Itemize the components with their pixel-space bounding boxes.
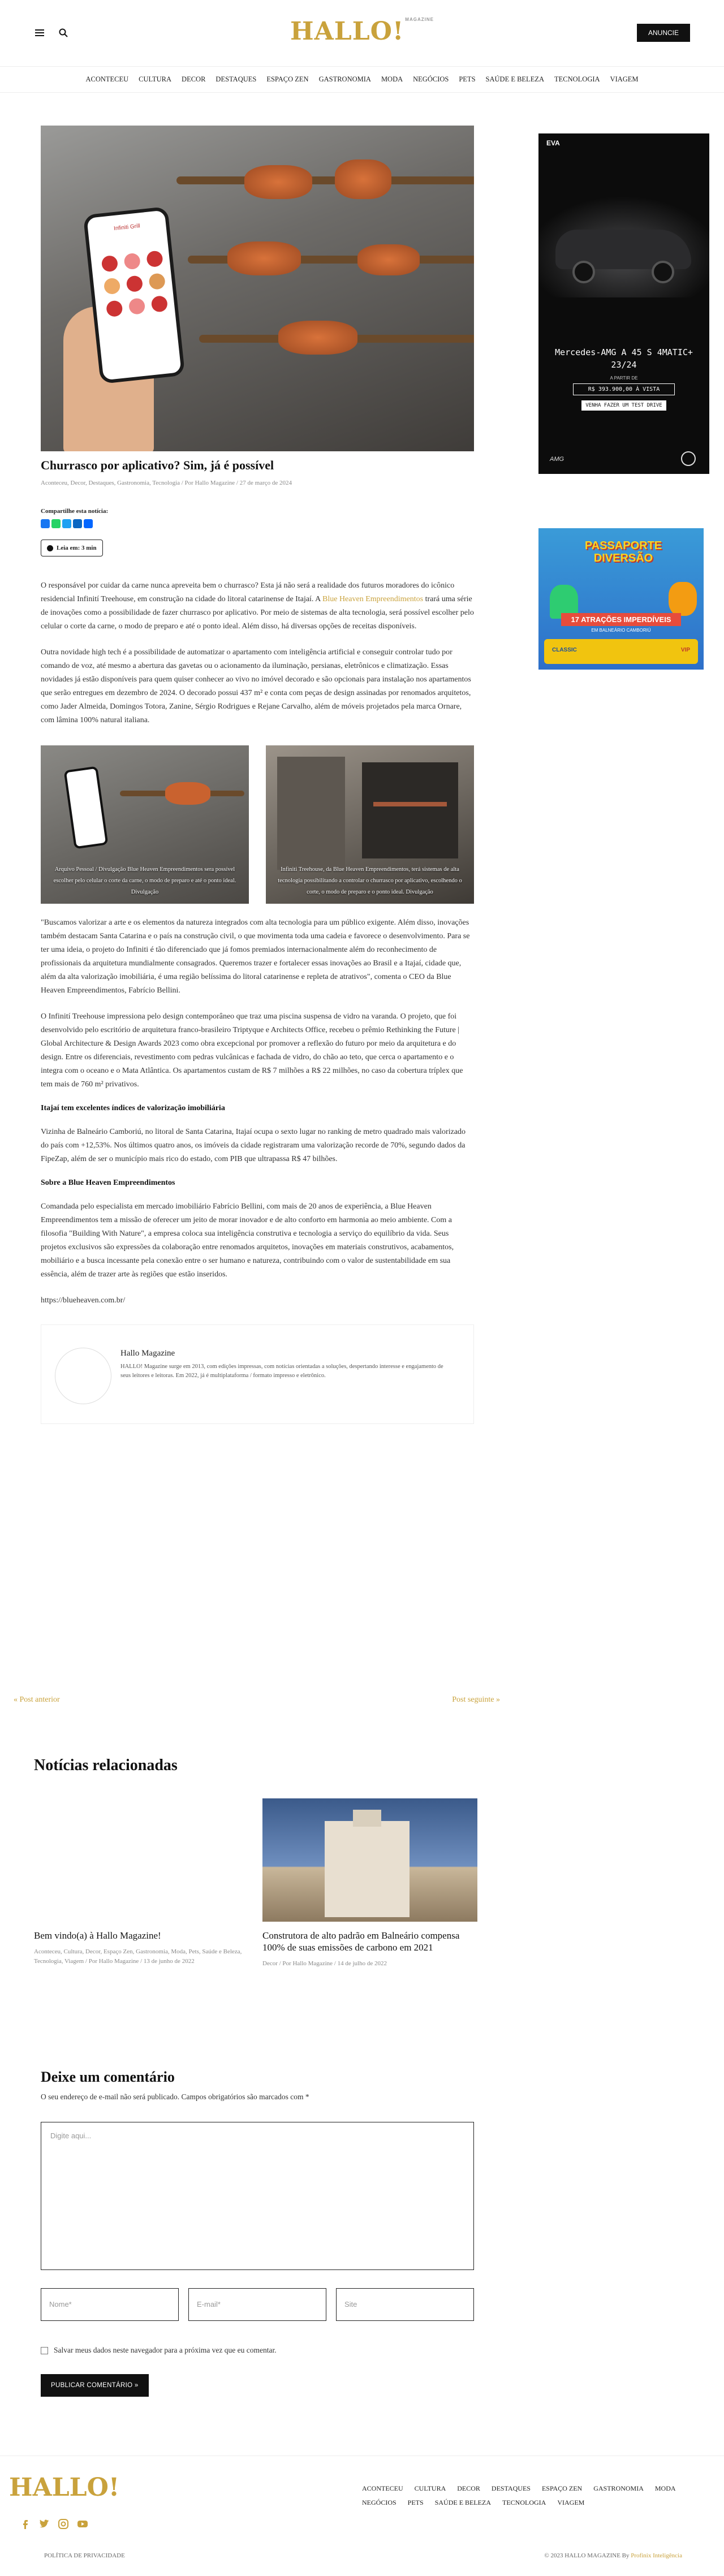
oven-glass (362, 762, 458, 858)
save-data-checkbox[interactable] (41, 2347, 48, 2354)
ticket-strip (544, 639, 698, 664)
linkedin-icon[interactable] (73, 519, 82, 528)
park-advertisement[interactable] (538, 528, 704, 670)
nav-item-espaco-zen[interactable]: ESPAÇO ZEN (266, 75, 309, 83)
hamburger-menu-icon[interactable] (34, 27, 45, 38)
comment-heading: Deixe um comentário (41, 2069, 175, 2085)
share-plus-icon[interactable] (84, 519, 93, 528)
save-data-label: Salvar meus dados neste navegador para a próxima vez que eu comentar. (54, 2346, 277, 2354)
author-name[interactable]: Hallo Magazine (120, 1349, 175, 1358)
park-banner: 17 ATRAÇÕES IMPERDÍVEIS (561, 613, 681, 626)
website-field[interactable]: Site (336, 2288, 474, 2321)
gallery-image-1[interactable] (41, 745, 249, 904)
article-title: Churrasco por aplicativo? Sim, já é possível (41, 458, 274, 472)
skewer (176, 176, 474, 184)
external-link[interactable]: https://blueheaven.com.br/ (41, 1296, 126, 1305)
clock-icon (47, 545, 53, 551)
related-meta: Aconteceu, Cultura, Decor, Espaço Zen, Gastronomia, Moda, Pets, Saúde e Beleza, Tecnologia, Viagem / Por Hallo Magazine / 13 de junho de 2022 (34, 1948, 242, 1965)
meat (335, 159, 391, 199)
footer-bottom (0, 2552, 724, 2559)
nav-item-negocios[interactable]: NEGÓCIOS (413, 75, 449, 83)
article-body (41, 579, 474, 1308)
email-field[interactable]: E-mail* (188, 2288, 326, 2321)
footer-social (19, 2518, 88, 2530)
footer-nav-item[interactable]: DECOR (457, 2484, 480, 2492)
nav-item-viagem[interactable]: VIAGEM (610, 75, 639, 83)
section-heading: Itajaí tem excelentes índices de valorização imobiliária (41, 1104, 225, 1112)
facebook-icon[interactable] (41, 519, 50, 528)
meat (278, 321, 357, 355)
footer-logo[interactable]: HALLO! (9, 2473, 120, 2502)
car-price: R$ 393.900,00 À VISTA (573, 383, 675, 395)
related-title[interactable]: Construtora de alto padrão em Balneário compensa 100% de suas emissões de carbono em 2021 (262, 1930, 460, 1953)
related-heading: Notícias relacionadas (34, 1757, 178, 1774)
article (41, 126, 474, 1424)
submit-comment-button[interactable]: PUBLICAR COMENTÁRIO » (41, 2374, 149, 2397)
amg-logo: AMG (550, 456, 564, 463)
previous-post-link[interactable]: « Post anterior (14, 1695, 60, 1704)
phone-mockup (83, 206, 186, 384)
name-field[interactable]: Nome* (41, 2288, 179, 2321)
image-gallery (41, 745, 474, 904)
paragraph: Comandada pelo especialista em mercado imobiliário Fabrício Bellini, com mais de 20 anos de experiência, a Blue Heaven Empreendimentos tem a missão de oferecer um jeito de morar inovador e de alto conforto em harmonia ao meio ambiente. Com a filosofia "Building With Nature", a empresa coloca sua inteligência construtiva e tecnologia a serviço do equilíbrio da vida. Seus projetos exclusivos são expressões da colaboração entre renomados arquitetos, inovações em materiais construtivos, acabamentos, mobiliário e a busca incessante pela conexão entre o ser humano e natureza, contribuindo com o valor de sustentabilidade em sua essência, além de trazer arte às regiões que estão inseridos. (41, 1202, 454, 1279)
site-logo[interactable]: HALLO! $^{MAGAZINE}$ (290, 17, 434, 46)
paragraph: Outra novidade high tech é a possibilidade de automatizar o apartamento com inteligência artificial e conseguir controlar tudo por comando de voz, até mesmo a abertura das gavetas ou o acionamento da iluminação, persianas, eletrônicos e climatização. Essas novidades já estão disponíveis para quem quiser conhecer ao vivo no imóvel decorado e são opcionais para instalação nos apartamentos que serão entregues em dezembro de 2024. O decorado possui 437 m² e conta com peças de design assinadas por renomados arquitetos, como Jader Almeida, Domingos Totora, Zanine, Sérgio Rodrigues e Rejane Carvalho, além de móveis projetados pela marca Ornare, com lâmina 100% natural italiana. (41, 648, 471, 724)
footer-nav-item[interactable]: ESPAÇO ZEN (541, 2484, 583, 2492)
building-image (325, 1821, 410, 1917)
related-image-placeholder (34, 1798, 249, 1922)
section-heading: Sobre a Blue Heaven Empreendimentos (41, 1179, 175, 1187)
ticket-vip: VIP (680, 647, 690, 653)
search-icon[interactable] (58, 27, 69, 38)
meat (165, 782, 210, 805)
blue-heaven-link[interactable]: Blue Heaven Empreendimentos (322, 595, 424, 603)
ticket-classic: CLASSIC (552, 647, 577, 653)
footer-nav-item[interactable]: DESTAQUES (491, 2484, 531, 2492)
footer-nav-item[interactable]: PETS (407, 2499, 424, 2506)
mercedes-star-icon (681, 451, 696, 466)
meat (357, 244, 420, 275)
gallery-caption: Arquivo Pessoal / Divulgação Blue Heaven Empreendimentos sera possível escolher pelo celular o corte da carne, o modo de preparo e até o ponto ideal. Divulgação (53, 866, 236, 895)
share-label: Compartilhe esta notícia: (41, 508, 109, 515)
gallery-image-2[interactable] (266, 745, 474, 904)
phone-app-title: Infiniti Grill (113, 223, 141, 232)
nav-item-pets[interactable]: PETS (459, 75, 476, 83)
author-avatar (55, 1348, 111, 1404)
site-footer (0, 2456, 724, 2576)
related-meta: Decor / Por Hallo Magazine / 14 de julho de 2022 (262, 1960, 387, 1967)
footer-nav-item[interactable]: NEGÓCIOS (362, 2499, 397, 2506)
article-meta: Aconteceu, Decor, Destaques, Gastronomia, Tecnologia / Por Hallo Magazine / 27 de março de 2024 (41, 480, 292, 486)
nav-item-cultura[interactable]: CULTURA (139, 75, 172, 83)
paragraph: Vizinha de Balneário Camboriú, no litoral de Santa Catarina, Itajaí ocupa o sexto lugar no ranking de metro quadrado mais valorizado do país com +12,53%. Nos últimos quatro anos, os imóveis da cidade registraram uma valorização recorde de 70%, segundo dados da FipeZap, além de ser o município mais rico do estado, com PIB que ultrapassa R$ 47 bilhões. (41, 1128, 466, 1163)
nav-item-decor[interactable]: DECOR (182, 75, 206, 83)
footer-nav-item[interactable]: CULTURA (414, 2484, 446, 2492)
twitter-icon[interactable] (38, 2518, 50, 2530)
paragraph: O responsável por cuidar da carne nunca apreveita bem o churrasco? Esta já não será a realidade dos futuros moradores do icônico residencial Infinití Treehouse, em construção na cidade do litoral catarinense de Itajaí. A Blue Heaven Empreendimentos trará uma série de inovações como a possibilidade de fazer churrasco por aplicativo. Por meio de sistemas de alta tecnologia, será possível escolher pelo celular o corte da carne, o modo de preparo e até o ponto ideal. Além disso, há diversas opções de receitas disponíveis. (41, 581, 474, 631)
gallery-caption: Infiniti Treehouse, da Blue Heaven Empreendimentos, terá sistemas de alta tecnologia possibilitando a controlar o churrasco por aplicativo, escolhendo o corte, o modo de preparo e o ponto ideal. Divulgação (278, 866, 462, 895)
mascot (669, 582, 697, 616)
skewer (373, 802, 447, 806)
footer-nav-item[interactable]: GASTRONOMIA (593, 2484, 644, 2492)
related-item[interactable] (262, 1798, 477, 1969)
post-navigation (14, 1695, 500, 1705)
article-url (41, 1294, 474, 1308)
footer-nav-item[interactable]: SAÚDE E BELEZA (434, 2499, 492, 2506)
car-wheel (572, 261, 595, 283)
hero-image (41, 126, 474, 451)
footer-nav-item[interactable]: MODA (654, 2484, 676, 2492)
privacy-policy-link[interactable]: POLÍTICA DE PRIVACIDADE (44, 2552, 125, 2559)
comment-textarea[interactable]: Digite aqui... (41, 2122, 474, 2270)
phone-mockup (64, 766, 109, 849)
youtube-icon[interactable] (77, 2518, 88, 2530)
related-item[interactable] (34, 1798, 249, 1966)
footer-nav (362, 2484, 696, 2507)
sidebar (538, 133, 709, 670)
instagram-icon[interactable] (58, 2518, 69, 2530)
nav-item-gastronomia[interactable]: GASTRONOMIA (318, 75, 371, 83)
nav-item-aconteceu[interactable]: ACONTECEU (85, 75, 129, 83)
facebook-icon[interactable] (19, 2518, 31, 2530)
share-buttons (41, 519, 474, 528)
author-bio: HALLO! Magazine surge em 2013, com edições impressas, com notícias orientadas a soluções, despertando interesse e engajamento de seus leitores e leitoras. Em 2022, já é multiplataforma / formato impresso e eletrônico. (120, 1363, 443, 1379)
related-image[interactable] (262, 1798, 477, 1922)
footer-nav-item[interactable]: ACONTECEU (362, 2484, 403, 2492)
site-header (0, 0, 724, 67)
header-tools (34, 27, 69, 38)
save-data-row (41, 2346, 277, 2355)
next-post-link[interactable]: Post seguinte » (452, 1695, 500, 1704)
nav-item-destaques[interactable]: DESTAQUES (216, 75, 257, 83)
agency-link[interactable]: Profinix Inteligência (631, 2552, 682, 2559)
copyright: © 2023 HALLO MAGAZINE By Profinix Inteligência (544, 2552, 682, 2559)
meat (227, 241, 301, 275)
nav-item-moda[interactable]: MODA (381, 75, 403, 83)
car-wheel (652, 261, 674, 283)
read-time-badge (41, 540, 103, 556)
test-drive-button[interactable]: VENHA FAZER UM TEST DRIVE (581, 400, 666, 411)
nav-item-saude-beleza[interactable]: SAÚDE E BELEZA (485, 75, 544, 83)
nav-item-tecnologia[interactable]: TECNOLOGIA (554, 75, 600, 83)
car-year: 23/24 (611, 360, 637, 370)
main-nav (0, 67, 724, 93)
paragraph: O Infinití Treehouse impressiona pelo design contemporâneo que traz uma piscina suspensa de vidro na varanda. O projeto, que foi desenvolvido pelo escritório de arquitetura franco-brasileiro Triptyque e Architects Office, recebeu o prêmio Rethinking the Future | Global Architecture & Design Awards 2023 como obra excepcional por promover a reflexão do futuro por meio da arquitetura e do design. Entre os diferenciais, revestimento com pedras vulcânicas e fachada de vidro, do chão ao teto, que cerca o apartamento e o integra com o oceano e o Mata Atlântica. Os apartamentos custam de R$ 7 milhões a R$ 22 milhões, no caso da cobertura tríplex que tem mais de 760 m² privativos. (41, 1012, 463, 1089)
footer-nav-item[interactable]: VIAGEM (557, 2499, 585, 2506)
related-title[interactable]: Bem vindo(a) à Hallo Magazine! (34, 1930, 161, 1941)
phone-app-grid (101, 250, 169, 317)
whatsapp-icon[interactable] (51, 519, 61, 528)
comment-note: O seu endereço de e-mail não será publicado. Campos obrigatórios são marcados com * (41, 2092, 309, 2101)
twitter-icon[interactable] (62, 519, 71, 528)
footer-nav-item[interactable]: TECNOLOGIA (502, 2499, 546, 2506)
price-label: A PARTIR DE (610, 376, 638, 381)
meat (244, 165, 312, 199)
building-top (353, 1810, 381, 1827)
park-subtitle: EM BALNEÁRIO CAMBORIÚ (591, 628, 651, 633)
ad-brand: EVA (546, 139, 560, 147)
anuncie-button[interactable]: ANUNCIE (637, 24, 690, 42)
read-time-label: Leia em: 3 min (57, 545, 97, 551)
car-model: Mercedes-AMG A 45 S 4MATIC+ (555, 347, 693, 357)
park-title: PASSAPORTE DIVERSÃO (584, 540, 662, 564)
car-advertisement[interactable] (538, 133, 709, 474)
paragraph: "Buscamos valorizar a arte e os elementos da natureza integrados com alta tecnologia para um público exigente. Além disso, inovações também destacam Santa Catarina e o país na construção civil, o que movimenta toda uma cadeia e favorece o desenvolvimento. Para se ter uma ideia, o projeto do Infiniti é tão diferenciado que já fomos premiados internacionalmente além do reconhecimento de profissionais da arquitetura mundialmente consagrados. Queremos trazer e fortalecer essas inovações ao Brasil e a Itajaí, cidade que, além da alta valorização imobiliária, é uma região belíssima do litoral catarinense e repleta de atrativos", comenta o CEO da Blue Heaven Empreendimentos, Fabrício Bellini. (41, 918, 470, 995)
author-box (41, 1324, 474, 1424)
grill-unit (277, 757, 345, 870)
